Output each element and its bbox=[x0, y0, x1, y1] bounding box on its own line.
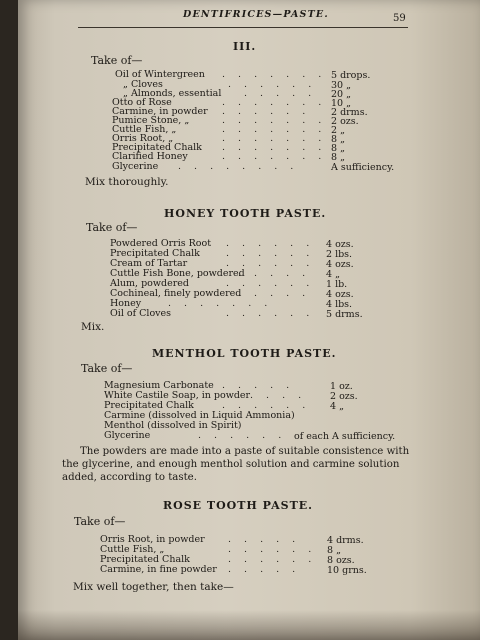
ingredient-name: Precipitated Chalk bbox=[100, 554, 190, 565]
leader-dots: . . . . . . . bbox=[222, 97, 327, 108]
take-of-label: Take of— bbox=[81, 362, 133, 375]
ingredient-quantity: 4 „ bbox=[326, 269, 340, 280]
ingredient-name: „ Cloves bbox=[123, 79, 163, 90]
ingredient-name: Cuttle Fish, „ bbox=[112, 124, 177, 135]
ingredient-quantity: 4 „ bbox=[330, 401, 344, 412]
paragraph-line: the glycerine, and enough menthol solution and carmine solution bbox=[62, 459, 400, 470]
ingredient-name: Clarified Honey bbox=[112, 151, 188, 162]
ingredient-name: Oil of Wintergreen bbox=[115, 69, 205, 80]
ingredient-name: Powdered Orris Root bbox=[110, 238, 212, 249]
ingredient-name: Cream of Tartar bbox=[110, 258, 188, 269]
ingredient-name: Magnesium Carbonate bbox=[104, 380, 214, 391]
paragraph-line: The powders are made into a paste of suitable consistence with bbox=[80, 446, 410, 457]
ingredient-name: Precipitated Chalk bbox=[104, 400, 194, 411]
leader-dots: . . . . . . . bbox=[222, 151, 327, 162]
leader-dots: . . . . . . . bbox=[168, 298, 273, 309]
ingredient-quantity: 8 „ bbox=[331, 143, 345, 154]
ingredient-name: Oil of Cloves bbox=[110, 308, 172, 319]
ingredient-name: Carmine, in powder bbox=[112, 106, 208, 117]
ingredient-quantity: 2 lbs. bbox=[326, 249, 353, 260]
leader-dots: . . . . . . . bbox=[222, 142, 327, 153]
ingredient-quantity: 4 ozs. bbox=[326, 239, 354, 250]
leader-dots: . . . . . . . bbox=[222, 124, 327, 135]
leader-dots: . . . . . . bbox=[226, 248, 315, 259]
ingredient-name: Carmine (dissolved in Liquid Ammonia) bbox=[104, 410, 295, 421]
ingredient-quantity: 8 ozs. bbox=[327, 555, 355, 566]
ingredient-name: Carmine, in fine powder bbox=[100, 564, 217, 575]
ingredient-quantity: of each A sufficiency. bbox=[294, 431, 396, 442]
leader-dots: . . . . . . bbox=[228, 79, 317, 90]
leader-dots: . . . . . bbox=[238, 268, 311, 279]
ingredient-quantity: 5 drms. bbox=[326, 309, 363, 320]
ingredient-name: Precipitated Chalk bbox=[110, 248, 200, 259]
ingredient-quantity: 2 ozs. bbox=[330, 391, 358, 402]
ingredient-quantity: 4 lbs. bbox=[326, 299, 353, 310]
ingredient-name: Cuttle Fish, „ bbox=[100, 544, 165, 555]
ingredient-quantity: 2 ozs. bbox=[331, 116, 359, 127]
ingredient-quantity: 10 grns. bbox=[327, 565, 367, 576]
ingredient-name: White Castile Soap, in powder bbox=[104, 390, 251, 401]
ingredient-name: Menthol (dissolved in Spirit) bbox=[104, 420, 242, 431]
leader-dots: . . . . . . bbox=[226, 258, 315, 269]
ingredient-quantity: 2 „ bbox=[331, 125, 345, 136]
ingredient-quantity: 2 drms. bbox=[331, 107, 368, 118]
section-heading-honey-tooth-paste: HONEY TOOTH PASTE. bbox=[164, 207, 327, 220]
running-head: DENTIFRICES—PASTE. bbox=[183, 9, 329, 20]
ingredient-quantity: 8 „ bbox=[331, 152, 345, 163]
leader-dots: . . . . . . bbox=[226, 308, 315, 319]
section-heading-rose-tooth-paste: ROSE TOOTH PASTE. bbox=[163, 499, 313, 512]
leader-dots: . . . . . bbox=[222, 380, 295, 391]
ingredient-name: „ Almonds, essential bbox=[123, 88, 222, 99]
page-number: 59 bbox=[393, 13, 406, 24]
ingredient-quantity: 1 lb. bbox=[326, 279, 348, 290]
ingredient-quantity: 1 oz. bbox=[330, 381, 353, 392]
ingredient-name: Otto of Rose bbox=[112, 97, 172, 108]
leader-dots: . . . . . . bbox=[226, 238, 315, 249]
take-of-label: Take of— bbox=[74, 515, 126, 528]
ingredient-quantity: 20 „ bbox=[331, 89, 352, 100]
ingredient-quantity: 8 „ bbox=[327, 545, 341, 556]
leader-dots: . . . . bbox=[250, 390, 307, 401]
ingredient-name: Honey bbox=[110, 298, 142, 309]
leader-dots: . . . . . bbox=[228, 534, 301, 545]
section-heading-menthol-tooth-paste: MENTHOL TOOTH PASTE. bbox=[152, 347, 337, 360]
leader-dots: . . . . . . . bbox=[222, 133, 327, 144]
leader-dots: . . . . . bbox=[228, 564, 301, 575]
ingredient-name: Glycerine bbox=[104, 430, 151, 441]
ingredient-name: Glycerine bbox=[112, 161, 159, 172]
ingredient-name: Cochineal, finely powdered bbox=[110, 288, 242, 299]
ingredient-quantity: 8 „ bbox=[331, 134, 345, 145]
leader-dots: . . . . . . bbox=[228, 554, 317, 565]
ingredient-quantity: A sufficiency. bbox=[331, 162, 395, 173]
page-shadow bbox=[18, 610, 480, 640]
book-page bbox=[18, 0, 480, 640]
paragraph-line: added, according to taste. bbox=[62, 472, 197, 483]
ingredient-name: Cuttle Fish Bone, powdered bbox=[110, 268, 245, 279]
ingredient-quantity: 5 drops. bbox=[331, 70, 371, 81]
instruction-text: Mix thoroughly. bbox=[85, 176, 169, 188]
ingredient-name: Alum, powdered bbox=[110, 278, 189, 289]
leader-dots: . . . . . . . bbox=[222, 115, 327, 126]
ingredient-name: Precipitated Chalk bbox=[112, 142, 202, 153]
header-rule bbox=[78, 27, 408, 28]
ingredient-name: Pumice Stone, „ bbox=[112, 115, 190, 126]
ingredient-quantity: 10 „ bbox=[331, 98, 352, 109]
leader-dots: . . . . . . bbox=[222, 400, 311, 411]
leader-dots: . . . . . . bbox=[226, 278, 315, 289]
leader-dots: . . . . . bbox=[238, 288, 311, 299]
leader-dots: . . . . . . . . bbox=[178, 161, 299, 172]
section-heading-iii: III. bbox=[233, 40, 257, 53]
ingredient-name: Orris Root, in powder bbox=[100, 534, 205, 545]
leader-dots: . . . . . . bbox=[222, 106, 311, 117]
leader-dots: . . . . . bbox=[244, 88, 317, 99]
leader-dots: . . . . . . bbox=[228, 544, 317, 555]
take-of-label: Take of— bbox=[91, 54, 143, 67]
leader-dots: . . . . . . bbox=[198, 430, 287, 441]
ingredient-quantity: 30 „ bbox=[331, 80, 352, 91]
ingredient-quantity: 4 ozs. bbox=[326, 289, 354, 300]
ingredient-quantity: 4 ozs. bbox=[326, 259, 354, 270]
ingredient-name: Orris Root, „ bbox=[112, 133, 174, 144]
leader-dots: . . . . . . . bbox=[222, 69, 327, 80]
instruction-text: Mix. bbox=[81, 321, 105, 333]
ingredient-quantity: 4 drms. bbox=[327, 535, 364, 546]
take-of-label: Take of— bbox=[86, 221, 138, 234]
instruction-text: Mix well together, then take— bbox=[73, 581, 234, 593]
